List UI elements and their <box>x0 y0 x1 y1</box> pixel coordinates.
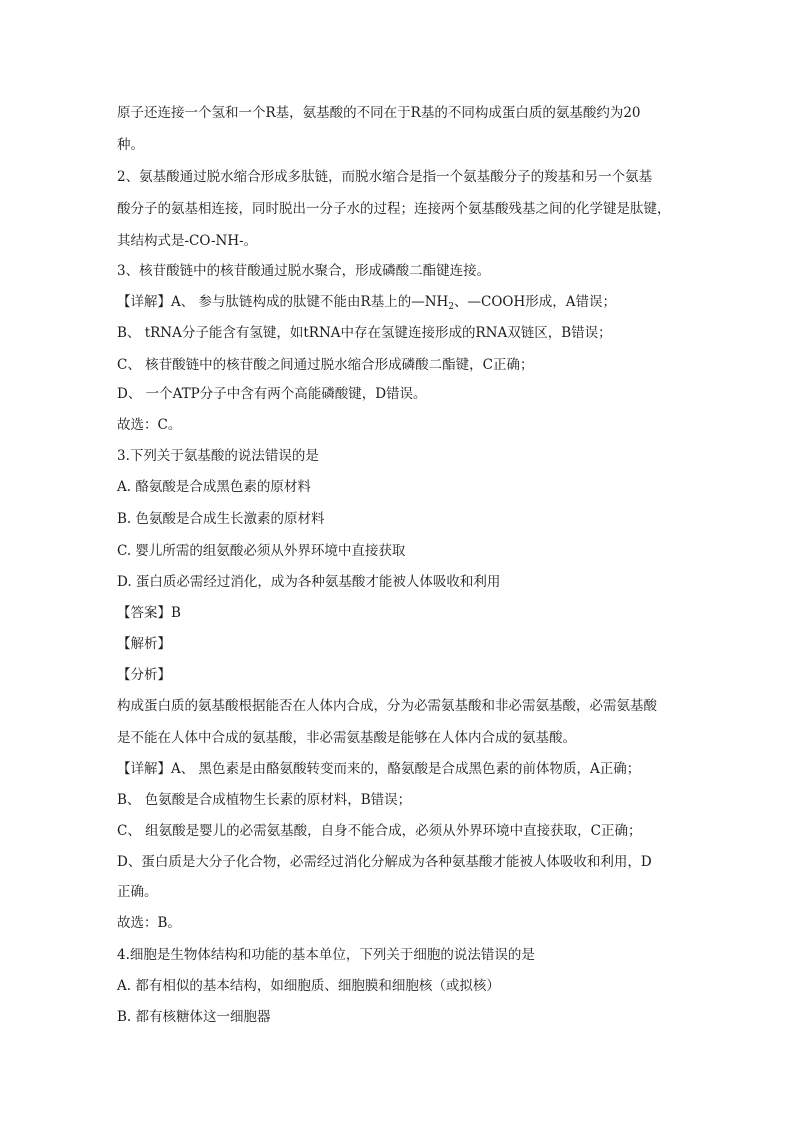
text-line: 其结构式是-CO-NH-。 <box>117 233 258 249</box>
option-d: D. 蛋白质必需经过消化，成为各种氨基酸才能被人体吸收和利用 <box>117 574 501 590</box>
option-a: A. 酪氨酸是合成黑色素的原材料 <box>117 479 311 495</box>
analysis-heading: 【分析】 <box>117 667 171 683</box>
analysis-label: 【解析】 <box>117 636 171 652</box>
text-line: C、 组氨酸是婴儿的必需氨基酸，自身不能合成，必须从外界环境中直接获取，C正确； <box>117 823 642 839</box>
text-line: C、 核苷酸链中的核苷酸之间通过脱水缩合形成磷酸二酯键，C正确； <box>117 357 534 373</box>
text-line: 原子还连接一个氢和一个R基，氨基酸的不同在于R基的不同构成蛋白质的氨基酸约为20 <box>117 105 641 121</box>
text-line: 种。 <box>117 137 144 153</box>
text-fragment: 、—COOH形成，A错误； <box>454 294 617 310</box>
text-fragment: 【详解】A、 参与肽链构成的肽键不能由R基上的—NH <box>117 294 449 310</box>
text-line <box>117 293 683 311</box>
text-line: D、 一个ATP分子中含有两个高能磷酸键，D错误。 <box>117 386 427 402</box>
option-c: C. 婴儿所需的组氨酸必须从外界环境中直接获取 <box>117 543 406 559</box>
text-line: B、 tRNA分子能含有氢键，如tRNA中存在氢键连接形成的RNA双链区，B错误； <box>117 325 612 341</box>
text-line: 故选：C。 <box>117 417 182 433</box>
text-line: B、 色氨酸是合成植物生长素的原材料，B错误； <box>117 792 412 808</box>
text-line: 2、氨基酸通过脱水缩合形成多肽链，而脱水缩合是指一个氨基酸分子的羧基和另一个氨基 <box>117 169 653 185</box>
question-stem: 4.细胞是生物体结构和功能的基本单位，下列关于细胞的说法错误的是 <box>117 947 535 963</box>
text-line: 构成蛋白质的氨基酸根据能否在人体内合成，分为必需氨基酸和非必需氨基酸，必需氨基酸 <box>117 698 657 714</box>
text-line: 酸分子的氨基相连接，同时脱出一分子水的过程；连接两个氨基酸残基之间的化学键是肽键， <box>117 201 671 217</box>
answer-label: 【答案】B <box>117 605 181 621</box>
text-line: D、蛋白质是大分子化合物，必需经过消化分解成为各种氨基酸才能被人体吸收和利用，D <box>117 854 652 870</box>
text-line: 【详解】A、 黑色素是由酪氨酸转变而来的，酪氨酸是合成黑色素的前体物质，A正确； <box>117 761 641 777</box>
subscript: 2 <box>448 302 455 312</box>
text-line: 3、核苷酸链中的核苷酸通过脱水聚合，形成磷酸二酯键连接。 <box>117 263 491 279</box>
question-stem: 3.下列关于氨基酸的说法错误的是 <box>117 448 319 464</box>
option-b: B. 都有核糖体这一细胞器 <box>117 1009 271 1025</box>
text-line: 故选：B。 <box>117 915 181 931</box>
text-line: 是不能在人体中合成的氨基酸，非必需氨基酸是能够在人体内合成的氨基酸。 <box>117 730 576 746</box>
option-b: B. 色氨酸是合成生长激素的原材料 <box>117 511 325 527</box>
option-a: A. 都有相似的基本结构，如细胞质、细胞膜和细胞核（或拟核） <box>117 978 500 994</box>
text-line: 正确。 <box>117 884 158 900</box>
